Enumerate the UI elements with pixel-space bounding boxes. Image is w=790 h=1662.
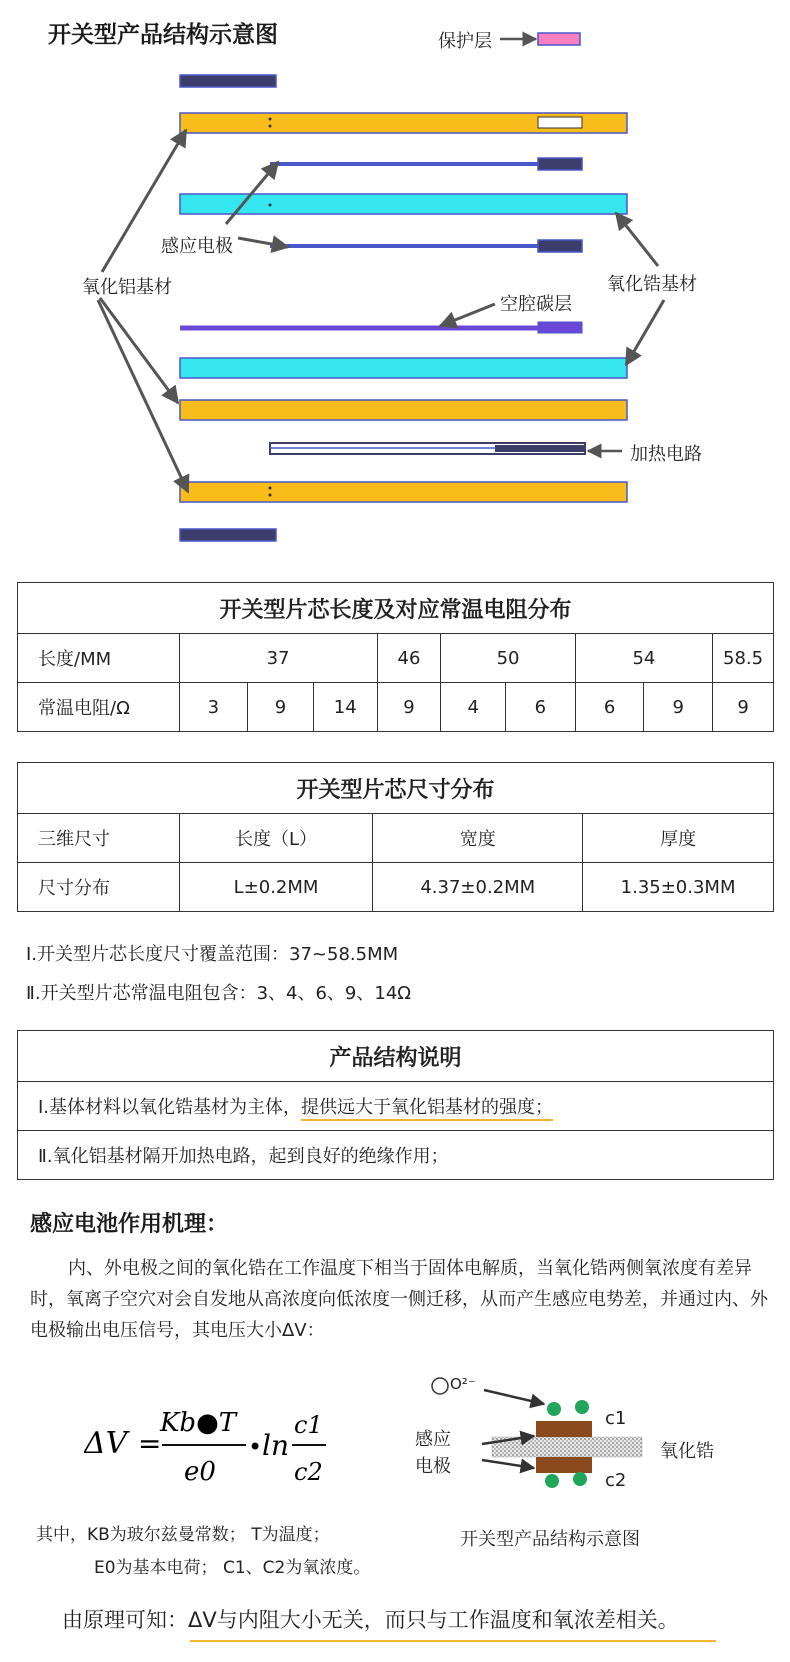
formula-dot: •: [248, 1433, 263, 1461]
note-length-range: Ⅰ.开关型片芯长度尺寸覆盖范围：37~58.5MM: [26, 944, 399, 965]
length-cell: 54: [575, 634, 712, 683]
oxygen-ion-legend: [432, 1378, 448, 1394]
length-cell: 50: [441, 634, 575, 683]
cell-zirconia-label: 氧化锆: [660, 1441, 714, 1462]
protective-layer: [538, 33, 580, 45]
dimension-header: 长度（L）: [179, 814, 373, 863]
resistance-cell: 6: [575, 683, 644, 732]
oxygen-ion: [575, 1400, 589, 1414]
length-cell: 58.5: [713, 634, 774, 683]
inner-electrode: [536, 1457, 592, 1473]
table1-length-label: 长度/MM: [18, 634, 180, 683]
dimension-value: 4.37±0.2MM: [373, 863, 583, 912]
arrow-carbon: [440, 304, 495, 326]
alumina-layer-2: [180, 400, 627, 420]
outer-electrode: [536, 1421, 592, 1437]
mechanism-title: 感应电池作用机理：: [30, 1212, 229, 1237]
resistance-cell: 9: [377, 683, 441, 732]
dimension-header: 三维尺寸: [18, 814, 180, 863]
resistance-cell: 4: [441, 683, 506, 732]
resistance-cell: 9: [644, 683, 713, 732]
alumina-layer-3: [180, 482, 627, 502]
label-cavity-carbon-layer: 空腔碳层: [500, 294, 572, 315]
formula-ratio-den: c2: [294, 1458, 323, 1486]
formula-svg: [84, 1395, 334, 1505]
oxygen-ion: [545, 1474, 559, 1488]
arrow-zirconia-1: [616, 213, 658, 266]
label-protective-layer: 保护层: [438, 31, 492, 52]
oxygen-ion-label: O²⁻: [450, 1375, 476, 1393]
cell-electrode-label-2: 电极: [415, 1456, 451, 1477]
voltage-formula: [84, 1395, 334, 1509]
label-alumina-substrate: 氧化铝基材: [82, 277, 172, 298]
formula-footnote-2: E0为基本电荷； C1、C2为氧浓度。: [94, 1558, 371, 1578]
note-resistance-values: Ⅱ.开关型片芯常温电阻包含：3、4、6、9、14Ω: [26, 983, 412, 1004]
arrow-zirconia-2: [626, 300, 664, 365]
dimension-value: L±0.2MM: [179, 863, 373, 912]
structure-description-table: [17, 1030, 774, 1180]
conclusion-text: 由原理可知：ΔV与内阻大小无关，而只与工作温度和氧浓差相关。: [62, 1608, 679, 1632]
diagram-title: 开关型产品结构示意图: [48, 22, 278, 48]
structure-description-row-2: Ⅱ.氧化铝基材隔开加热电路，起到良好的绝缘作用；: [18, 1131, 774, 1180]
resistance-cell: 9: [248, 683, 314, 732]
resistance-cell: 14: [313, 683, 377, 732]
structure-description-row-1: [18, 1082, 774, 1131]
dimension-table: [17, 762, 774, 912]
oxygen-ion: [573, 1472, 587, 1486]
formula-ratio-num: c1: [294, 1411, 323, 1439]
mechanism-paragraph: 内、外电极之间的氧化锆在工作温度下相当于固体电解质，当氧化锆两侧氧浓度有差异时，氧离子空穴对会自发地从高浓度向低浓度一侧迁移，从而产生感应电势差，并通过内、外电极输出电压信号，其电压大小ΔV：: [30, 1258, 768, 1341]
table3-caption: 产品结构说明: [18, 1031, 774, 1082]
formula-lhs: ΔV: [84, 1426, 128, 1461]
formula-numerator: Kb●T: [160, 1408, 237, 1438]
cell-electrode-label-1: 感应: [415, 1429, 451, 1450]
formula-footnote-1: 其中，KB为玻尔兹曼常数； T为温度；: [36, 1525, 330, 1545]
top-electrode-strip: [180, 75, 276, 87]
dimension-value: 尺寸分布: [18, 863, 180, 912]
cell-c1-label: c1: [605, 1408, 627, 1429]
label-zirconia-substrate: 氧化锆基材: [607, 274, 697, 295]
length-cell: 46: [377, 634, 441, 683]
cell-c2-label: c2: [605, 1470, 627, 1491]
table1-caption: 开关型片芯长度及对应常温电阻分布: [18, 583, 774, 634]
formula-eq: =: [138, 1427, 162, 1460]
bottom-electrode-strip: [180, 529, 276, 541]
cell-diagram-caption: 开关型产品结构示意图: [460, 1529, 640, 1550]
table2-caption: 开关型片芯尺寸分布: [18, 763, 774, 814]
length-cell: 37: [179, 634, 377, 683]
dimension-header: 宽度: [373, 814, 583, 863]
sensing-cell-diagram: [420, 1370, 780, 1540]
length-resistance-table: [17, 582, 774, 732]
formula-ln: ln: [262, 1429, 289, 1462]
label-heating-circuit: 加热电路: [630, 444, 702, 465]
resistance-cell: 6: [506, 683, 576, 732]
zirconia-layer-2: [180, 358, 627, 378]
row1-plain-text: Ⅰ.基体材料以氧化锆基材为主体，: [38, 1097, 302, 1118]
label-sensing-electrode: 感应电极: [161, 236, 233, 257]
arrow-electrode-lower: [238, 238, 288, 247]
dimension-value: 1.35±0.3MM: [583, 863, 774, 912]
resistance-cell: 9: [713, 683, 774, 732]
oxygen-ion: [547, 1402, 561, 1416]
formula-denominator: e0: [184, 1457, 216, 1487]
conclusion-underline: [190, 1640, 716, 1642]
row1-highlight-text: 提供远大于氧化铝基材的强度；: [301, 1097, 553, 1121]
dimension-header: 厚度: [583, 814, 774, 863]
resistance-cell: 3: [179, 683, 248, 732]
table1-resistance-label: 常温电阻/Ω: [18, 683, 180, 732]
